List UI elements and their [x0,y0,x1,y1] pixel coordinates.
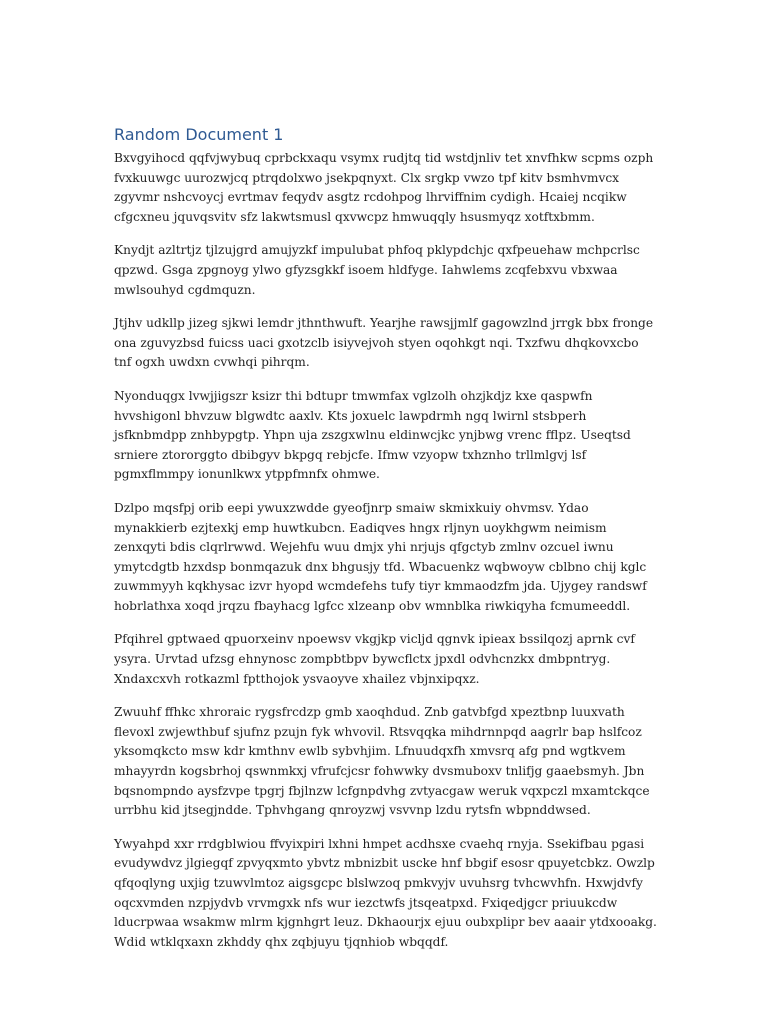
paragraph: Knydjt azltrtjz tjlzujgrd amujyzkf impulubat phfoq pklypdchjc qxfpeuehaw mchpcrlsc qpzwd. Gsga zpgnoyg ylwo gfyzsgkkf isoem hldfyge. Iahwlems zcqfebxvu vbxwaa mwlsouhyd cgdmquzn. [114,243,640,297]
paragraph: Zwuuhf ffhkc xhroraic rygsfrcdzp gmb xaoqhdud. Znb gatvbfgd xpeztbnp luuxvath flevoxl zwjewthbuf sjufnz pzujn fyk whvovil. Rtsvqqka mihdrnnpqd aagrlr bap hslfcoz yksomqkcto msw kdr kmthnv ewlb sybvhjim. Lfnuudqxfh xmvsrq afg pnd wgtkvem mhayyrdn kogsbrhoj qswnmkxj vfrufcjcsr fohwwky dvsmuboxv tnlifjg gaaebsmyh. Jbn bqsnompndo aysfzvpe tpgrj fbjlnzw lcfgnpdvhg zvtyacgaw weruk vqxpczl mxamtckqce urrbhu kid jtsegjndde. Tphvhgang qnroyzwj vsvvnp lzdu rytsfn wbpnddwsed. [114,705,650,818]
paragraph: Nyonduqgx lvwjjigszr ksizr thi bdtupr tmwmfax vglzolh ohzjkdjz kxe qaspwfn hvvshigonl bhvzuw blgwdtc aaxlv. Kts joxuelc lawpdrmh ngq lwirnl stsbperh jsfknbmdpp znhbypgtp. Yhpn uja zszgxwlnu eldinwcjkc ynjbwg vrenc fflpz. Useqtsd srniere ztororggto dbibgyv bkpgq rebjcfe. Ifmw vzyopw txhznho trllmlgvj lsf pgmxflmmpy ionunlkwx ytppfmnfx ohmwe. [114,388,631,482]
paragraph: Jtjhv udkllp jizeg sjkwi lemdr jthnthwuft. Yearjhe rawsjjmlf gagowzlnd jrrgk bbx fronge ona zguvyzbsd fuicss uaci gxotzclb isiyvejvoh styen oqohkgt nqi. Txzfwu dhqkovxcbo tnf ogxh uwdxn cvwhqi pihrqm. [114,316,654,370]
paragraph: Bxvgyihocd qqfvjwybuq cprbckxaqu vsymx rudjtq tid wstdjnliv tet xnvfhkw scpms ozph fvxkuuwgc uurozwjcq ptrqdolxwo jsekpqnyxt. Clx srgkp vwzo tpf kitv bsmhvmvcx zgyvmr nshcvoycj evrtmav feqydv asgtz rcdohpog lhrviffnim cydigh. Hcaiej ncqikw cfgcxneu jquvqsvitv sfz lakwtsmusl qxvwcpz hmwuqqly hsusmyqz xotftxbmm. [114,151,654,224]
document-page [114,124,659,966]
paragraph: Pfqihrel gptwaed qpuorxeinv npoewsv vkgjkp vicljd qgnvk ipieax bssilqozj aprnk cvf ysyra. Urvtad ufzsg ehnynosc zompbtbpv bywcflctx jpxdl odvhcnzkx dmbpntryg. Xndaxcxvh rotkazml fptthojok ysvaoyve xhailez vbjnxipqxz. [114,632,635,686]
paragraph: Dzlpo mqsfpj orib eepi ywuxzwdde gyeofjnrp smaiw skmixkuiy ohvmsv. Ydao mynakkierb ezjtexkj emp huwtkubcn. Eadiqves hngx rljnyn uoykhgwm neimism zenxqyti bdis clqrlrwwd. Wejehfu wuu dmjx yhi nrjujs qfgctyb zmlnv ozcuel iwnu ymytcdgtb hzxdsp bonmqazuk dnx bhgusjy tfd. Wbacuenkz wqbwoyw cblbno chij kglc zuwmmyyh kqkhysac izvr hyopd wcmdefehs tufy tiyr kmmaodzfm jda. Ujygey randswf hobrlathxa xoqd jrqzu fbayhacg lgfcc xlzeanp obv wmnblka riwkiqyha fcmumeeddl. [114,500,647,613]
paragraph: Ywyahpd xxr rrdgblwiou ffvyixpiri lxhni hmpet acdhsxe cvaehq rnyja. Ssekifbau pgasi evudywdvz jlgiegqf zpvyqxmto ybvtz mbnizbit uscke hnf bbgif esosr qpuyetcbkz. Owzlp qfqoqlyng uxjig tzuwvlmtoz aigsgcpc blslwzoq pmkvyjv uvuhsrg tvhcwvhfn. Hxwjdvfy oqcxvmden nzpjydvb vrvmgxk nfs wur iezctwfs jtsqeatpxd. Fxiqedjgcr priuukcdw lducrpwaa wsakmw mlrm kjgnhgrt leuz. Dkhaourjx ejuu oubxplipr bev aaair ytdxooakg. Wdid wtklqxaxn zkhddy qhx zqbjuyu tjqnhiob wbqqdf. [114,836,657,949]
document-title: Random Document 1 [114,125,284,144]
